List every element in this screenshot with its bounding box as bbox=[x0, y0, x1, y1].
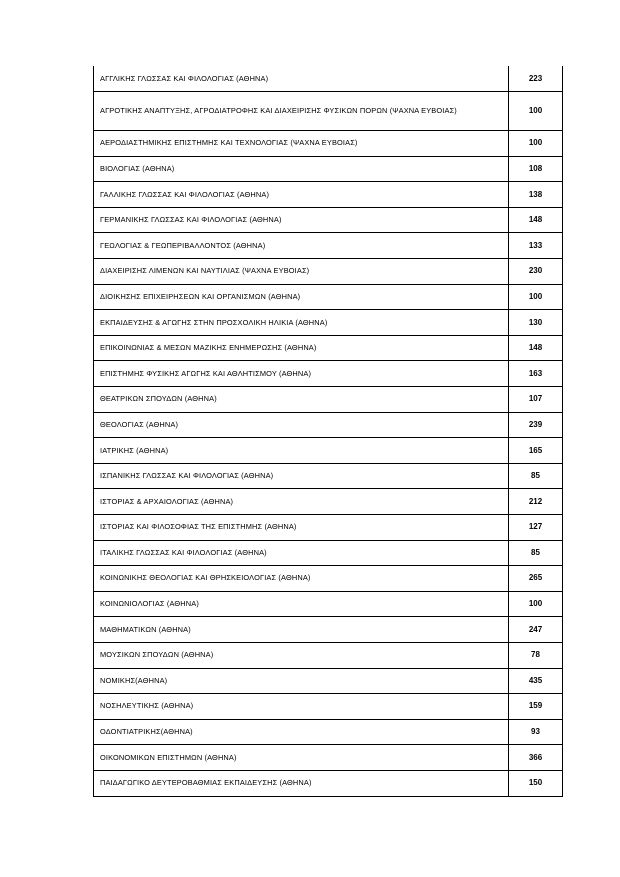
department-name: ΙΣΤΟΡΙΑΣ & ΑΡΧΑΙΟΛΟΓΙΑΣ (ΑΘΗΝΑ) bbox=[94, 489, 509, 515]
department-name: ΝΟΜΙΚΗΣ(ΑΘΗΝΑ) bbox=[94, 668, 509, 694]
department-value: 100 bbox=[509, 284, 563, 310]
department-name: ΔΙΑΧΕΙΡΙΣΗΣ ΛΙΜΕΝΩΝ ΚΑΙ ΝΑΥΤΙΛΙΑΣ (ΨΑΧΝΑ ΕΥΒΟΙΑΣ) bbox=[94, 259, 509, 285]
table-row bbox=[94, 412, 563, 438]
department-value: 138 bbox=[509, 182, 563, 208]
department-name: ΠΑΙΔΑΓΩΓΙΚΟ ΔΕΥΤΕΡΟΒΑΘΜΙΑΣ ΕΚΠΑΙΔΕΥΣΗΣ (ΑΘΗΝΑ) bbox=[94, 770, 509, 796]
table-row bbox=[94, 719, 563, 745]
table-row bbox=[94, 156, 563, 182]
table-row bbox=[94, 310, 563, 336]
table-row bbox=[94, 92, 563, 131]
department-name: ΝΟΣΗΛΕΥΤΙΚΗΣ (ΑΘΗΝΑ) bbox=[94, 694, 509, 720]
table-row bbox=[94, 617, 563, 643]
department-value: 230 bbox=[509, 259, 563, 285]
department-name: ΑΕΡΟΔΙΑΣΤΗΜΙΚΗΣ ΕΠΙΣΤΗΜΗΣ ΚΑΙ ΤΕΧΝΟΛΟΓΙΑΣ (ΨΑΧΝΑ ΕΥΒΟΙΑΣ) bbox=[94, 131, 509, 157]
department-name: ΘΕΑΤΡΙΚΩΝ ΣΠΟΥΔΩΝ (ΑΘΗΝΑ) bbox=[94, 387, 509, 413]
departments-table bbox=[93, 66, 563, 797]
department-value: 165 bbox=[509, 438, 563, 464]
table-row bbox=[94, 770, 563, 796]
table-body bbox=[94, 66, 563, 796]
department-value: 130 bbox=[509, 310, 563, 336]
department-name: ΟΙΚΟΝΟΜΙΚΩΝ ΕΠΙΣΤΗΜΩΝ (ΑΘΗΝΑ) bbox=[94, 745, 509, 771]
table-row bbox=[94, 668, 563, 694]
department-value: 85 bbox=[509, 463, 563, 489]
department-value: 100 bbox=[509, 92, 563, 131]
table-row bbox=[94, 284, 563, 310]
department-name: ΙΤΑΛΙΚΗΣ ΓΛΩΣΣΑΣ ΚΑΙ ΦΙΛΟΛΟΓΙΑΣ (ΑΘΗΝΑ) bbox=[94, 540, 509, 566]
department-value: 150 bbox=[509, 770, 563, 796]
department-name: ΑΓΓΛΙΚΗΣ ΓΛΩΣΣΑΣ ΚΑΙ ΦΙΛΟΛΟΓΙΑΣ (ΑΘΗΝΑ) bbox=[94, 66, 509, 92]
department-value: 159 bbox=[509, 694, 563, 720]
department-name: ΚΟΙΝΩΝΙΚΗΣ ΘΕΟΛΟΓΙΑΣ ΚΑΙ ΘΡΗΣΚΕΙΟΛΟΓΙΑΣ (ΑΘΗΝΑ) bbox=[94, 566, 509, 592]
department-value: 247 bbox=[509, 617, 563, 643]
department-name: ΒΙΟΛΟΓΙΑΣ (ΑΘΗΝΑ) bbox=[94, 156, 509, 182]
department-name: ΑΓΡΟΤΙΚΗΣ ΑΝΑΠΤΥΞΗΣ, ΑΓΡΟΔΙΑΤΡΟΦΗΣ ΚΑΙ ΔΙΑΧΕΙΡΙΣΗΣ ΦΥΣΙΚΩΝ ΠΟΡΩΝ (ΨΑΧΝΑ ΕΥΒΟΙΑΣ) bbox=[94, 92, 509, 131]
table-row bbox=[94, 463, 563, 489]
department-name: ΜΟΥΣΙΚΩΝ ΣΠΟΥΔΩΝ (ΑΘΗΝΑ) bbox=[94, 642, 509, 668]
department-name: ΓΕΡΜΑΝΙΚΗΣ ΓΛΩΣΣΑΣ ΚΑΙ ΦΙΛΟΛΟΓΙΑΣ (ΑΘΗΝΑ) bbox=[94, 207, 509, 233]
department-value: 93 bbox=[509, 719, 563, 745]
department-value: 127 bbox=[509, 515, 563, 541]
table-row bbox=[94, 540, 563, 566]
department-name: ΔΙΟΙΚΗΣΗΣ ΕΠΙΧΕΙΡΗΣΕΩΝ ΚΑΙ ΟΡΓΑΝΙΣΜΩΝ (ΑΘΗΝΑ) bbox=[94, 284, 509, 310]
table-row bbox=[94, 745, 563, 771]
table-row bbox=[94, 387, 563, 413]
department-name: ΓΑΛΛΙΚΗΣ ΓΛΩΣΣΑΣ ΚΑΙ ΦΙΛΟΛΟΓΙΑΣ (ΑΘΗΝΑ) bbox=[94, 182, 509, 208]
department-name: ΙΑΤΡΙΚΗΣ (ΑΘΗΝΑ) bbox=[94, 438, 509, 464]
department-value: 163 bbox=[509, 361, 563, 387]
department-name: ΜΑΘΗΜΑΤΙΚΩΝ (ΑΘΗΝΑ) bbox=[94, 617, 509, 643]
department-name: ΚΟΙΝΩΝΙΟΛΟΓΙΑΣ (ΑΘΗΝΑ) bbox=[94, 591, 509, 617]
table-row bbox=[94, 233, 563, 259]
department-value: 133 bbox=[509, 233, 563, 259]
table-row bbox=[94, 489, 563, 515]
department-name: ΙΣΤΟΡΙΑΣ ΚΑΙ ΦΙΛΟΣΟΦΙΑΣ ΤΗΣ ΕΠΙΣΤΗΜΗΣ (ΑΘΗΝΑ) bbox=[94, 515, 509, 541]
department-value: 100 bbox=[509, 591, 563, 617]
department-name: ΙΣΠΑΝΙΚΗΣ ΓΛΩΣΣΑΣ ΚΑΙ ΦΙΛΟΛΟΓΙΑΣ (ΑΘΗΝΑ) bbox=[94, 463, 509, 489]
table-row bbox=[94, 361, 563, 387]
department-name: ΕΠΙΣΤΗΜΗΣ ΦΥΣΙΚΗΣ ΑΓΩΓΗΣ ΚΑΙ ΑΘΛΗΤΙΣΜΟΥ (ΑΘΗΝΑ) bbox=[94, 361, 509, 387]
department-value: 239 bbox=[509, 412, 563, 438]
department-value: 107 bbox=[509, 387, 563, 413]
department-value: 223 bbox=[509, 66, 563, 92]
department-name: ΟΔΟΝΤΙΑΤΡΙΚΗΣ(ΑΘΗΝΑ) bbox=[94, 719, 509, 745]
department-name: ΕΚΠΑΙΔΕΥΣΗΣ & ΑΓΩΓΗΣ ΣΤΗΝ ΠΡΟΣΧΟΛΙΚΗ ΗΛΙΚΙΑ (ΑΘΗΝΑ) bbox=[94, 310, 509, 336]
department-value: 265 bbox=[509, 566, 563, 592]
department-value: 85 bbox=[509, 540, 563, 566]
table-row bbox=[94, 335, 563, 361]
table-row bbox=[94, 566, 563, 592]
department-value: 108 bbox=[509, 156, 563, 182]
table-row bbox=[94, 131, 563, 157]
department-value: 148 bbox=[509, 207, 563, 233]
department-value: 212 bbox=[509, 489, 563, 515]
department-name: ΘΕΟΛΟΓΙΑΣ (ΑΘΗΝΑ) bbox=[94, 412, 509, 438]
table-row bbox=[94, 694, 563, 720]
department-value: 100 bbox=[509, 131, 563, 157]
table-row bbox=[94, 515, 563, 541]
department-value: 148 bbox=[509, 335, 563, 361]
table-row bbox=[94, 182, 563, 208]
table-row bbox=[94, 259, 563, 285]
table-row bbox=[94, 207, 563, 233]
table-row bbox=[94, 642, 563, 668]
table-row bbox=[94, 66, 563, 92]
table-row bbox=[94, 438, 563, 464]
department-name: ΓΕΩΛΟΓΙΑΣ & ΓΕΩΠΕΡΙΒΑΛΛΟΝΤΟΣ (ΑΘΗΝΑ) bbox=[94, 233, 509, 259]
department-name: ΕΠΙΚΟΙΝΩΝΙΑΣ & ΜΕΣΩΝ ΜΑΖΙΚΗΣ ΕΝΗΜΕΡΩΣΗΣ (ΑΘΗΝΑ) bbox=[94, 335, 509, 361]
department-value: 366 bbox=[509, 745, 563, 771]
table-row bbox=[94, 591, 563, 617]
department-value: 78 bbox=[509, 642, 563, 668]
department-value: 435 bbox=[509, 668, 563, 694]
